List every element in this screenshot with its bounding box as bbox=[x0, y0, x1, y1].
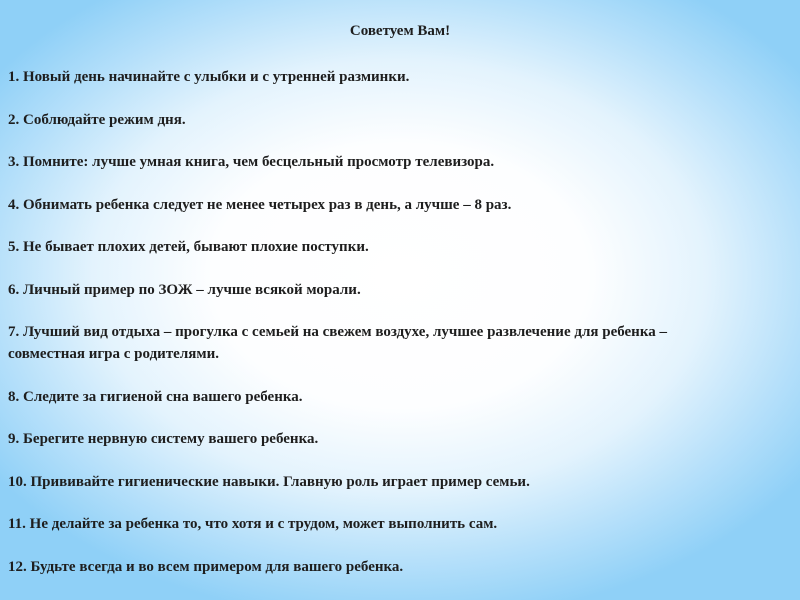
slide-title: Советуем Вам! bbox=[349, 23, 451, 39]
tip-item: 10. Прививайте гигиенические навыки. Главную роль играет пример семьи. bbox=[8, 473, 530, 490]
tip-item: 4. Обнимать ребенка следует не менее четырех раз в день, а лучше – 8 раз. bbox=[8, 196, 512, 213]
tip-item: 11. Не делайте за ребенка то, что хотя и с трудом, может выполнить сам. bbox=[8, 516, 498, 532]
tip-item: 6. Личный пример по ЗОЖ – лучше всякой морали. bbox=[8, 281, 361, 298]
tips-list bbox=[8, 66, 794, 598]
tip-item: 12. Будьте всегда и во всем примером для вашего ребенка. bbox=[8, 558, 404, 575]
tip-item bbox=[8, 321, 794, 365]
tip-item: 8. Следите за гигиеной сна вашего ребенка. bbox=[8, 388, 303, 405]
tip-line: 7. Лучший вид отдыха – прогулка с семьей на свежем воздухе, лучшее развлечение для ребенка – bbox=[8, 324, 667, 340]
tip-item: 9. Берегите нервную систему вашего ребенка. bbox=[8, 431, 319, 447]
tip-line: совместная игра с родителями. bbox=[8, 346, 219, 362]
tip-item: 5. Не бывает плохих детей, бывают плохие поступки. bbox=[8, 239, 369, 255]
tip-item: 3. Помните: лучше умная книга, чем бесцельный просмотр телевизора. bbox=[8, 154, 495, 170]
tip-item: 2. Соблюдайте режим дня. bbox=[8, 111, 186, 128]
tip-item: 1. Новый день начинайте с улыбки и с утренней разминки. bbox=[8, 69, 410, 85]
